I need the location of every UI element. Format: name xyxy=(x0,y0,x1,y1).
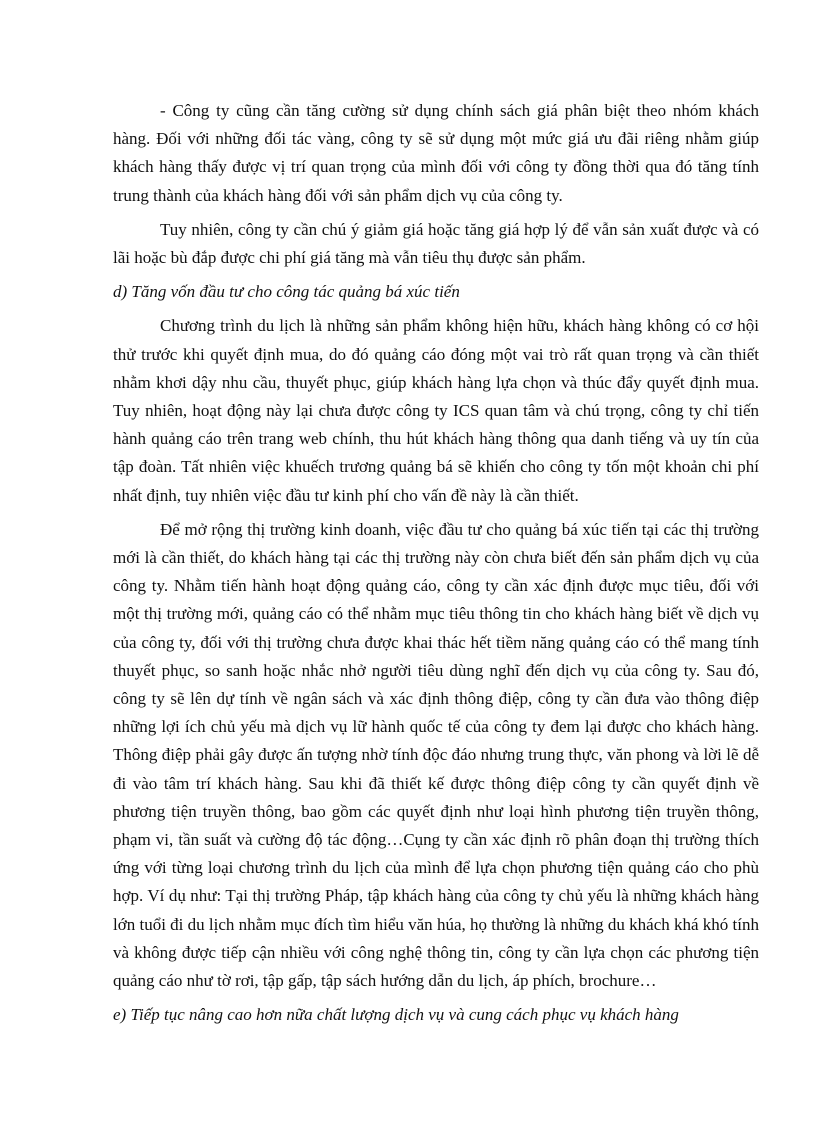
paragraph-market-expansion: Để mở rộng thị trường kinh doanh, việc đầu tư cho quảng bá xúc tiến tại các thị trường mới là cần thiết, do khách hàng tại các thị trường này còn chưa biết đến sản phẩm dịch vụ của công ty. Nhằm tiến hành hoạt động quảng cáo, công ty cần xác định được mục tiêu, đối với một thị trường mới, quảng cáo có thể nhằm mục tiêu thông tin cho khách hàng biết về dịch vụ của công ty, đối với thị trường chưa được khai thác hết tiềm năng quảng cáo có thể mang tính thuyết phục, so sanh hoặc nhắc nhở người tiêu dùng nghĩ đến dịch vụ của công ty. Sau đó, công ty sẽ lên dự tính về ngân sách và xác định thông điệp, công ty cần đưa vào thông điệp những lợi ích chủ yếu mà dịch vụ lữ hành quốc tế của công ty đem lại được cho khách hàng. Thông điệp phải gây được ấn tượng nhờ tính độc đáo nhưng trung thực, văn phong và lời lẽ dễ đi vào tâm trí khách hàng. Sau khi đã thiết kế được thông điệp công ty cần quyết định về phương tiện truyền thông, bao gồm các quyết định như loại hình phương tiện truyền thông, phạm vi, tần suất và cường độ tác động…Cụng ty cần xác định rõ phân đoạn thị trường thích ứng với từng loại chương trình du lịch của mình để lựa chọn phương tiện quảng cáo cho phù hợp. Ví dụ như: Tại thị trường Pháp, tập khách hàng của công ty chủ yếu là những khách hàng lớn tuổi đi du lịch nhằm mục đích tìm hiểu văn húa, họ thường là những du khách khá khó tính và không được tiếp cận nhiều với công nghệ thông tin, công ty cần lựa chọn các phương tiện quảng cáo như tờ rơi, tập gấp, tập sách hướng dẫn du lịch, áp phích, brochure… xyxy=(113,519,759,991)
section-heading-e: e) Tiếp tục nâng cao hơn nữa chất lượng dịch vụ và cung cách phục vụ khách hàng xyxy=(113,1005,679,1025)
paragraph-advertising-role: Chương trình du lịch là những sản phẩm không hiện hữu, khách hàng không có cơ hội thử trước khi quyết định mua, do đó quảng cáo đóng một vai trò rất quan trọng và cần thiết nhằm khơi dậy nhu cầu, thuyết phục, giúp khách hàng lựa chọn và thúc đẩy quyết định mua. Tuy nhiên, hoạt động này lại chưa được công ty ICS quan tâm và chú trọng, công ty chỉ tiến hành quảng cáo trên trang web chính, thu hút khách hàng thông qua danh tiếng và uy tín của tập đoàn. Tất nhiên việc khuếch trương quảng bá sẽ khiến cho công ty tốn một khoản chi phí nhất định, tuy nhiên việc đầu tư kinh phí cho vấn đề này là cần thiết. xyxy=(113,316,759,505)
document-page xyxy=(113,97,759,1036)
paragraph-price-adjustment: Tuy nhiên, công ty cần chú ý giảm giá hoặc tăng giá hợp lý để vẫn sản xuất được và có lãi hoặc bù đắp được chi phí giá tăng mà vẫn tiêu thụ được sản phẩm. xyxy=(113,219,759,268)
section-heading-d: d) Tăng vốn đầu tư cho công tác quảng bá xúc tiến xyxy=(113,282,460,302)
paragraph-price-discrimination: - Công ty cũng cần tăng cường sử dụng chính sách giá phân biệt theo nhóm khách hàng. Đối với những đối tác vàng, công ty sẽ sử dụng một mức giá ưu đãi riêng nhằm giúp khách hàng thấy được vị trí quan trọng của mình đối với công ty đồng thời qua đó tăng tính trung thành của khách hàng đối với sản phẩm dịch vụ của công ty. xyxy=(113,101,759,205)
